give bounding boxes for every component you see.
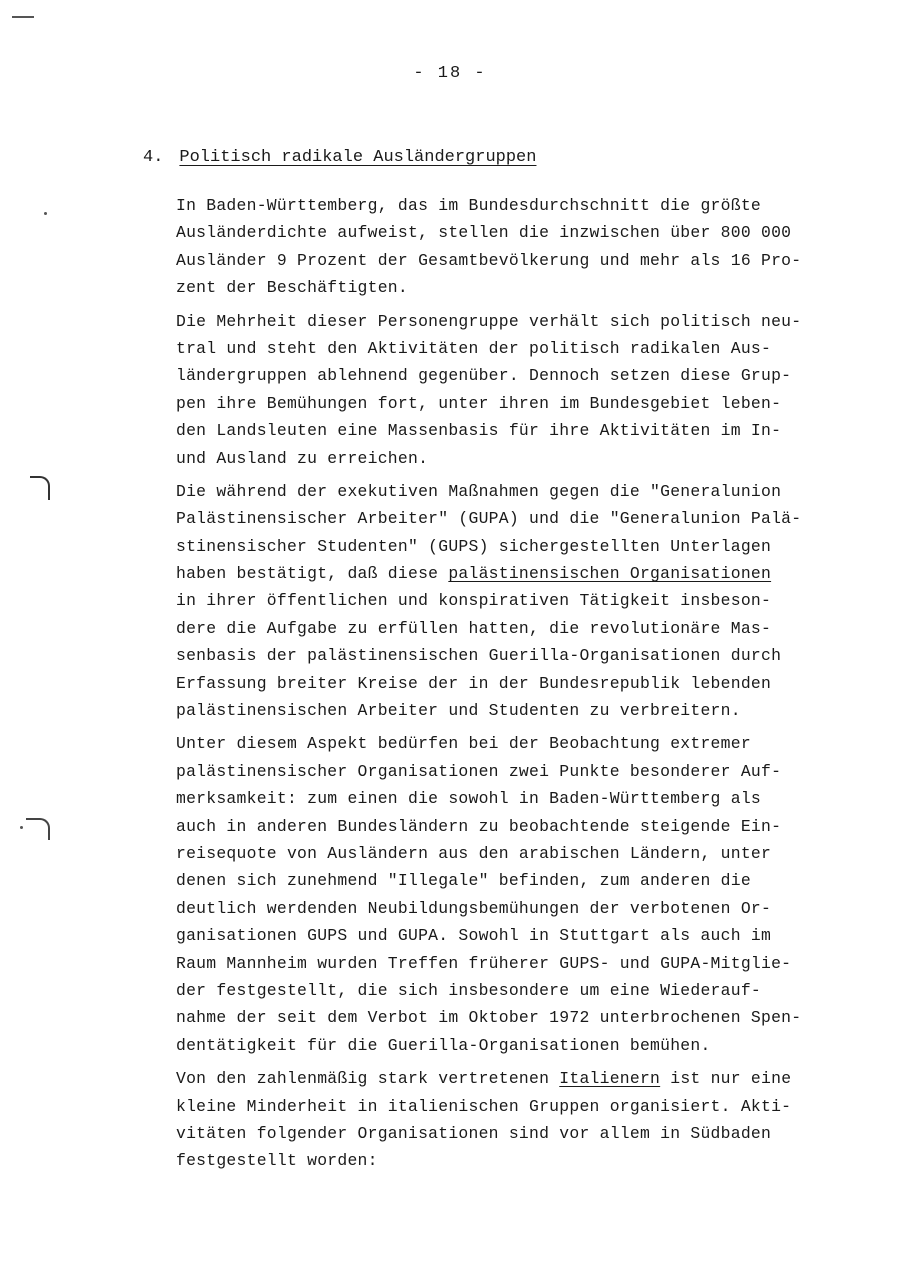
speck-mark (44, 212, 47, 215)
underlined-phrase: palästinensischen Organisationen (448, 564, 772, 584)
text-line: Ausländer 9 Prozent der Gesamtbevölkerung und mehr als 16 Pro- (176, 250, 802, 270)
text-line: Unter diesem Aspekt bedürfen bei der Beobachtung extremer (176, 734, 751, 754)
text-line: reisequote von Ausländern aus den arabischen Ländern, unter (176, 843, 772, 863)
text-segment: haben bestätigt, daß diese (176, 564, 449, 584)
text-segment: ist nur eine (660, 1069, 792, 1089)
paragraph (176, 730, 866, 1059)
section-heading (143, 148, 536, 167)
paragraph (176, 478, 866, 725)
text-line: den Landsleuten eine Massenbasis für ihre Aktivitäten im In- (176, 421, 782, 441)
text-line: festgestellt worden: (176, 1151, 378, 1171)
speck-mark (20, 826, 23, 829)
text-line: dere die Aufgabe zu erfüllen hatten, die revolutionäre Mas- (176, 618, 772, 638)
text-line: merksamkeit: zum einen die sowohl in Baden-Württemberg als (176, 789, 761, 809)
text-line: Die Mehrheit dieser Personengruppe verhält sich politisch neu- (176, 311, 802, 331)
text-line: In Baden-Württemberg, das im Bundesdurchschnitt die größte (176, 196, 761, 215)
text-line: senbasis der palästinensischen Guerilla-Organisationen durch (176, 646, 782, 666)
text-line: in ihrer öffentlichen und konspirativen Tätigkeit insbeson- (176, 591, 772, 611)
paragraph (176, 308, 866, 472)
text-line: zent der Beschäftigten. (176, 278, 408, 298)
text-line: stinensischer Studenten" (GUPS) sichergestellten Unterlagen (176, 536, 772, 556)
text-line: Ausländerdichte aufweist, stellen die inzwischen über 800 000 (176, 223, 792, 243)
text-line: kleine Minderheit in italienischen Gruppen organisiert. Akti- (176, 1096, 792, 1116)
text-line: denen sich zunehmend "Illegale" befinden, zum anderen die (176, 871, 751, 891)
text-line: auch in anderen Bundesländern zu beobachtende steigende Ein- (176, 816, 782, 836)
text-line: palästinensischer Organisationen zwei Punkte besonderer Auf- (176, 761, 782, 781)
underlined-phrase: Italienern (559, 1069, 661, 1089)
text-line: der festgestellt, die sich insbesondere um eine Wiederauf- (176, 980, 761, 1000)
text-line: Erfassung breiter Kreise der in der Bundesrepublik lebenden (176, 673, 772, 693)
body-text (176, 192, 866, 1181)
text-line: Raum Mannheim wurden Treffen früherer GUPS- und GUPA-Mitglie- (176, 953, 792, 973)
text-line: dentätigkeit für die Guerilla-Organisationen bemühen. (176, 1035, 711, 1055)
text-line: Palästinensischer Arbeiter" (GUPA) und die "Generalunion Palä- (176, 509, 802, 529)
margin-bracket-mark (26, 818, 50, 840)
section-number: 4. (143, 148, 164, 167)
margin-dash-mark (12, 16, 34, 18)
margin-bracket-mark (30, 476, 50, 500)
page-number: - 18 - (413, 64, 487, 83)
text-line: deutlich werdenden Neubildungsbemühungen der verbotenen Or- (176, 898, 772, 918)
text-line: tral und steht den Aktivitäten der politisch radikalen Aus- (176, 338, 772, 358)
paragraph (176, 1065, 866, 1175)
text-line: ländergruppen ablehnend gegenüber. Dennoch setzen diese Grup- (176, 366, 792, 386)
text-line: palästinensischen Arbeiter und Studenten zu verbreitern. (176, 701, 741, 721)
text-line: ganisationen GUPS und GUPA. Sowohl in Stuttgart als auch im (176, 926, 772, 946)
text-line: und Ausland zu erreichen. (176, 448, 429, 468)
text-line-with-underline (176, 560, 866, 587)
text-line: vitäten folgender Organisationen sind vor allem in Südbaden (176, 1123, 772, 1143)
text-line: nahme der seit dem Verbot im Oktober 1972 unterbrochenen Spen- (176, 1008, 802, 1028)
paragraph (176, 192, 866, 302)
text-line-with-underline (176, 1065, 866, 1092)
text-line: pen ihre Bemühungen fort, unter ihren im Bundesgebiet leben- (176, 393, 782, 413)
text-segment: Von den zahlenmäßig stark vertretenen (176, 1069, 560, 1089)
section-title: Politisch radikale Ausländergruppen (179, 148, 537, 167)
text-line: Die während der exekutiven Maßnahmen gegen die "Generalunion (176, 481, 782, 501)
